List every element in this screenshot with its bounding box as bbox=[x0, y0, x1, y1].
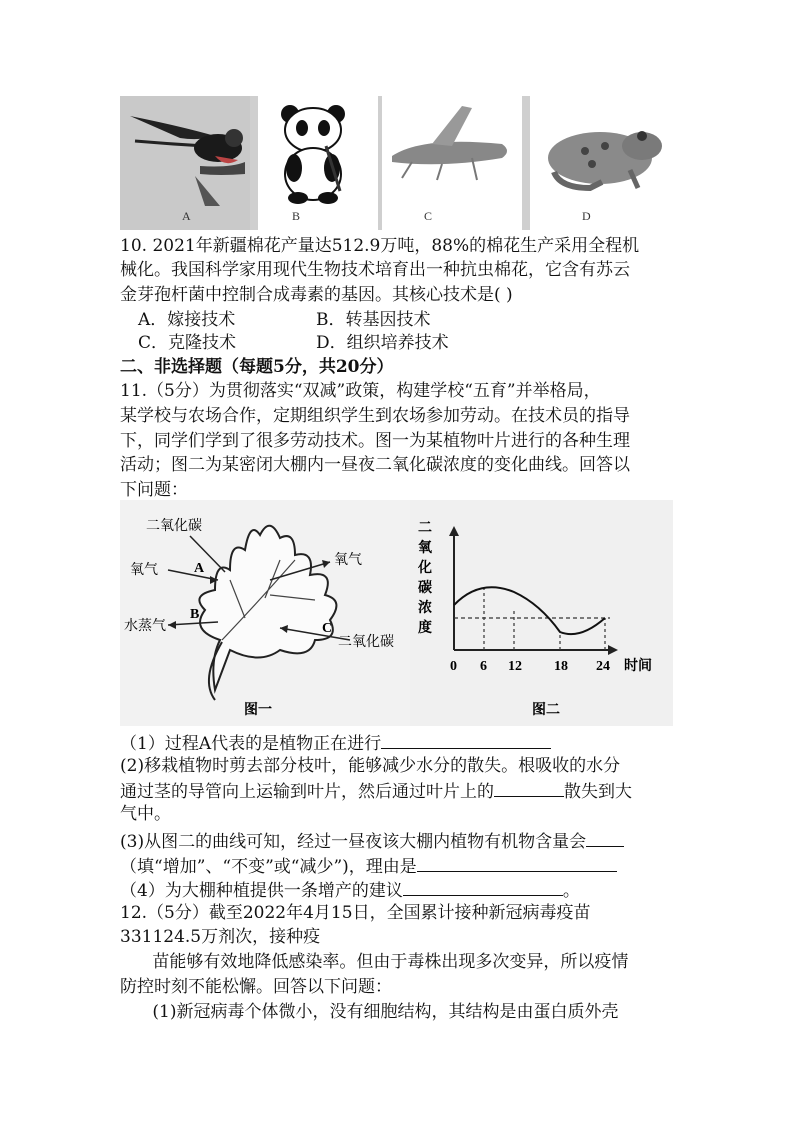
q12-line-3: 苗能够有效地降低感染率。但由于毒株出现多次变异，所以疫情 bbox=[120, 952, 629, 972]
fig1-caption: 图一 bbox=[244, 703, 272, 718]
q11-sub2-line-3: 气中。 bbox=[120, 804, 171, 824]
leaf-and-curve-figure bbox=[120, 500, 673, 726]
q11-stem-line-3: 下，同学们学到了很多劳动技术。图一为某植物叶片进行的各种生理 bbox=[120, 431, 630, 451]
co2-curve-chart bbox=[410, 500, 673, 726]
q11-sub2-text-c: 散失到大 bbox=[564, 782, 632, 802]
q11-sub3-line-2 bbox=[120, 853, 680, 879]
q11-sub1-line bbox=[120, 730, 680, 756]
q11-sub2-line-1: (2)移栽植物时剪去部分枝叶，能够减少水分的散失。根吸收的水分 bbox=[120, 756, 621, 776]
ylabel-char-2: 氧 bbox=[418, 541, 432, 556]
q12-line-5: (1)新冠病毒个体微小，没有细胞结构，其结构是由蛋白质外壳 bbox=[120, 1002, 619, 1022]
q11-sub1-text: （1）过程A代表的是植物正在进行 bbox=[120, 734, 382, 754]
xtick-0: 0 bbox=[450, 659, 457, 674]
q11-stem-line-5: 下问题： bbox=[120, 480, 188, 500]
q11-sub3-text-b: （填“增加”、“不变”或“减少”)，理由是 bbox=[120, 857, 417, 877]
xlabel-time: 时间 bbox=[624, 659, 652, 674]
q10-option-a: A．嫁接技术 bbox=[138, 310, 236, 330]
q10-option-d: D．组织培养技术 bbox=[316, 333, 449, 353]
q12-line-2: 331124.5万剂次，接种疫 bbox=[120, 927, 321, 947]
q10-option-c: C．克隆技术 bbox=[138, 333, 237, 353]
label-a: A bbox=[194, 561, 205, 576]
q10-option-b: B．转基因技术 bbox=[316, 310, 431, 330]
q11-sub3-blank-2[interactable] bbox=[417, 853, 617, 872]
label-co2-top: 二氧化碳 bbox=[146, 519, 202, 534]
q10-stem-line-1: 10. 2021年新疆棉花产量达512.9万吨，88%的棉花生产采用全程机 bbox=[120, 236, 640, 256]
ylabel-char-4: 碳 bbox=[418, 581, 432, 596]
ylabel-char-1: 二 bbox=[418, 521, 432, 536]
q11-sub4-blank[interactable] bbox=[403, 877, 563, 896]
swallow-image bbox=[120, 96, 250, 230]
q11-sub3-blank-1[interactable] bbox=[586, 828, 624, 847]
label-b: B bbox=[190, 607, 200, 622]
fig2-caption: 图二 bbox=[532, 703, 560, 718]
q11-sub1-blank[interactable] bbox=[381, 730, 551, 749]
q10-stem-line-3: 金芽孢杆菌中控制合成毒素的基因。其核心技术是( ) bbox=[120, 285, 513, 305]
xtick-24: 24 bbox=[596, 659, 610, 674]
q11-stem-line-1: 11.（5分）为贯彻落实“双减”政策，构建学校“五育”并举格局， bbox=[120, 381, 601, 401]
q11-stem-line-4: 活动；图二为某密闭大棚内一昼夜二氧化碳浓度的变化曲线。回答以 bbox=[120, 455, 630, 475]
label-co2-bottom: 二氧化碳 bbox=[338, 635, 394, 650]
label-c: C bbox=[322, 621, 333, 636]
ylabel-char-5: 浓 bbox=[418, 601, 432, 616]
ylabel-char-6: 度 bbox=[418, 621, 432, 636]
frog-image bbox=[530, 96, 673, 230]
q11-sub4-line bbox=[120, 877, 680, 903]
q11-sub3-line-1 bbox=[120, 828, 680, 854]
label-o2-right: 氧气 bbox=[334, 553, 362, 568]
q11-sub3-text-a: (3)从图二的曲线可知，经过一昼夜该大棚内植物有机物含量会 bbox=[120, 832, 587, 852]
xtick-12: 12 bbox=[508, 659, 522, 674]
leaf-diagram bbox=[120, 500, 410, 726]
panda-image bbox=[258, 96, 378, 230]
q11-sub2-text-b: 通过茎的导管向上运输到叶片，然后通过叶片上的 bbox=[120, 782, 494, 802]
option-label-d: D bbox=[582, 209, 591, 223]
label-o2-left: 氧气 bbox=[130, 563, 158, 578]
q11-sub4-end: 。 bbox=[562, 881, 580, 901]
q12-line-4: 防控时刻不能松懈。回答以下问题： bbox=[120, 977, 392, 997]
section-title: 二、非选择题（每题5分，共20分） bbox=[120, 357, 394, 377]
grasshopper-image bbox=[382, 96, 522, 230]
label-water-vapor: 水蒸气 bbox=[124, 619, 166, 634]
q11-sub2-blank[interactable] bbox=[494, 778, 564, 797]
option-label-c: C bbox=[424, 209, 433, 223]
animal-figure bbox=[120, 96, 673, 230]
xtick-6: 6 bbox=[480, 659, 487, 674]
option-label-b: B bbox=[292, 209, 301, 223]
q11-stem-line-2: 某学校与农场合作，定期组织学生到农场参加劳动。在技术员的指导 bbox=[120, 406, 630, 426]
q10-stem-line-2: 械化。我国科学家用现代生物技术培育出一种抗虫棉花，它含有苏云 bbox=[120, 260, 630, 280]
option-label-a: A bbox=[182, 209, 191, 223]
q11-sub2-line-2 bbox=[120, 778, 680, 804]
xtick-18: 18 bbox=[554, 659, 568, 674]
q12-line-1: 12.（5分）截至2022年4月15日，全国累计接种新冠病毒疫苗 bbox=[120, 903, 591, 923]
ylabel-char-3: 化 bbox=[418, 561, 432, 576]
q11-sub4-text: （4）为大棚种植提供一条增产的建议 bbox=[120, 881, 403, 901]
